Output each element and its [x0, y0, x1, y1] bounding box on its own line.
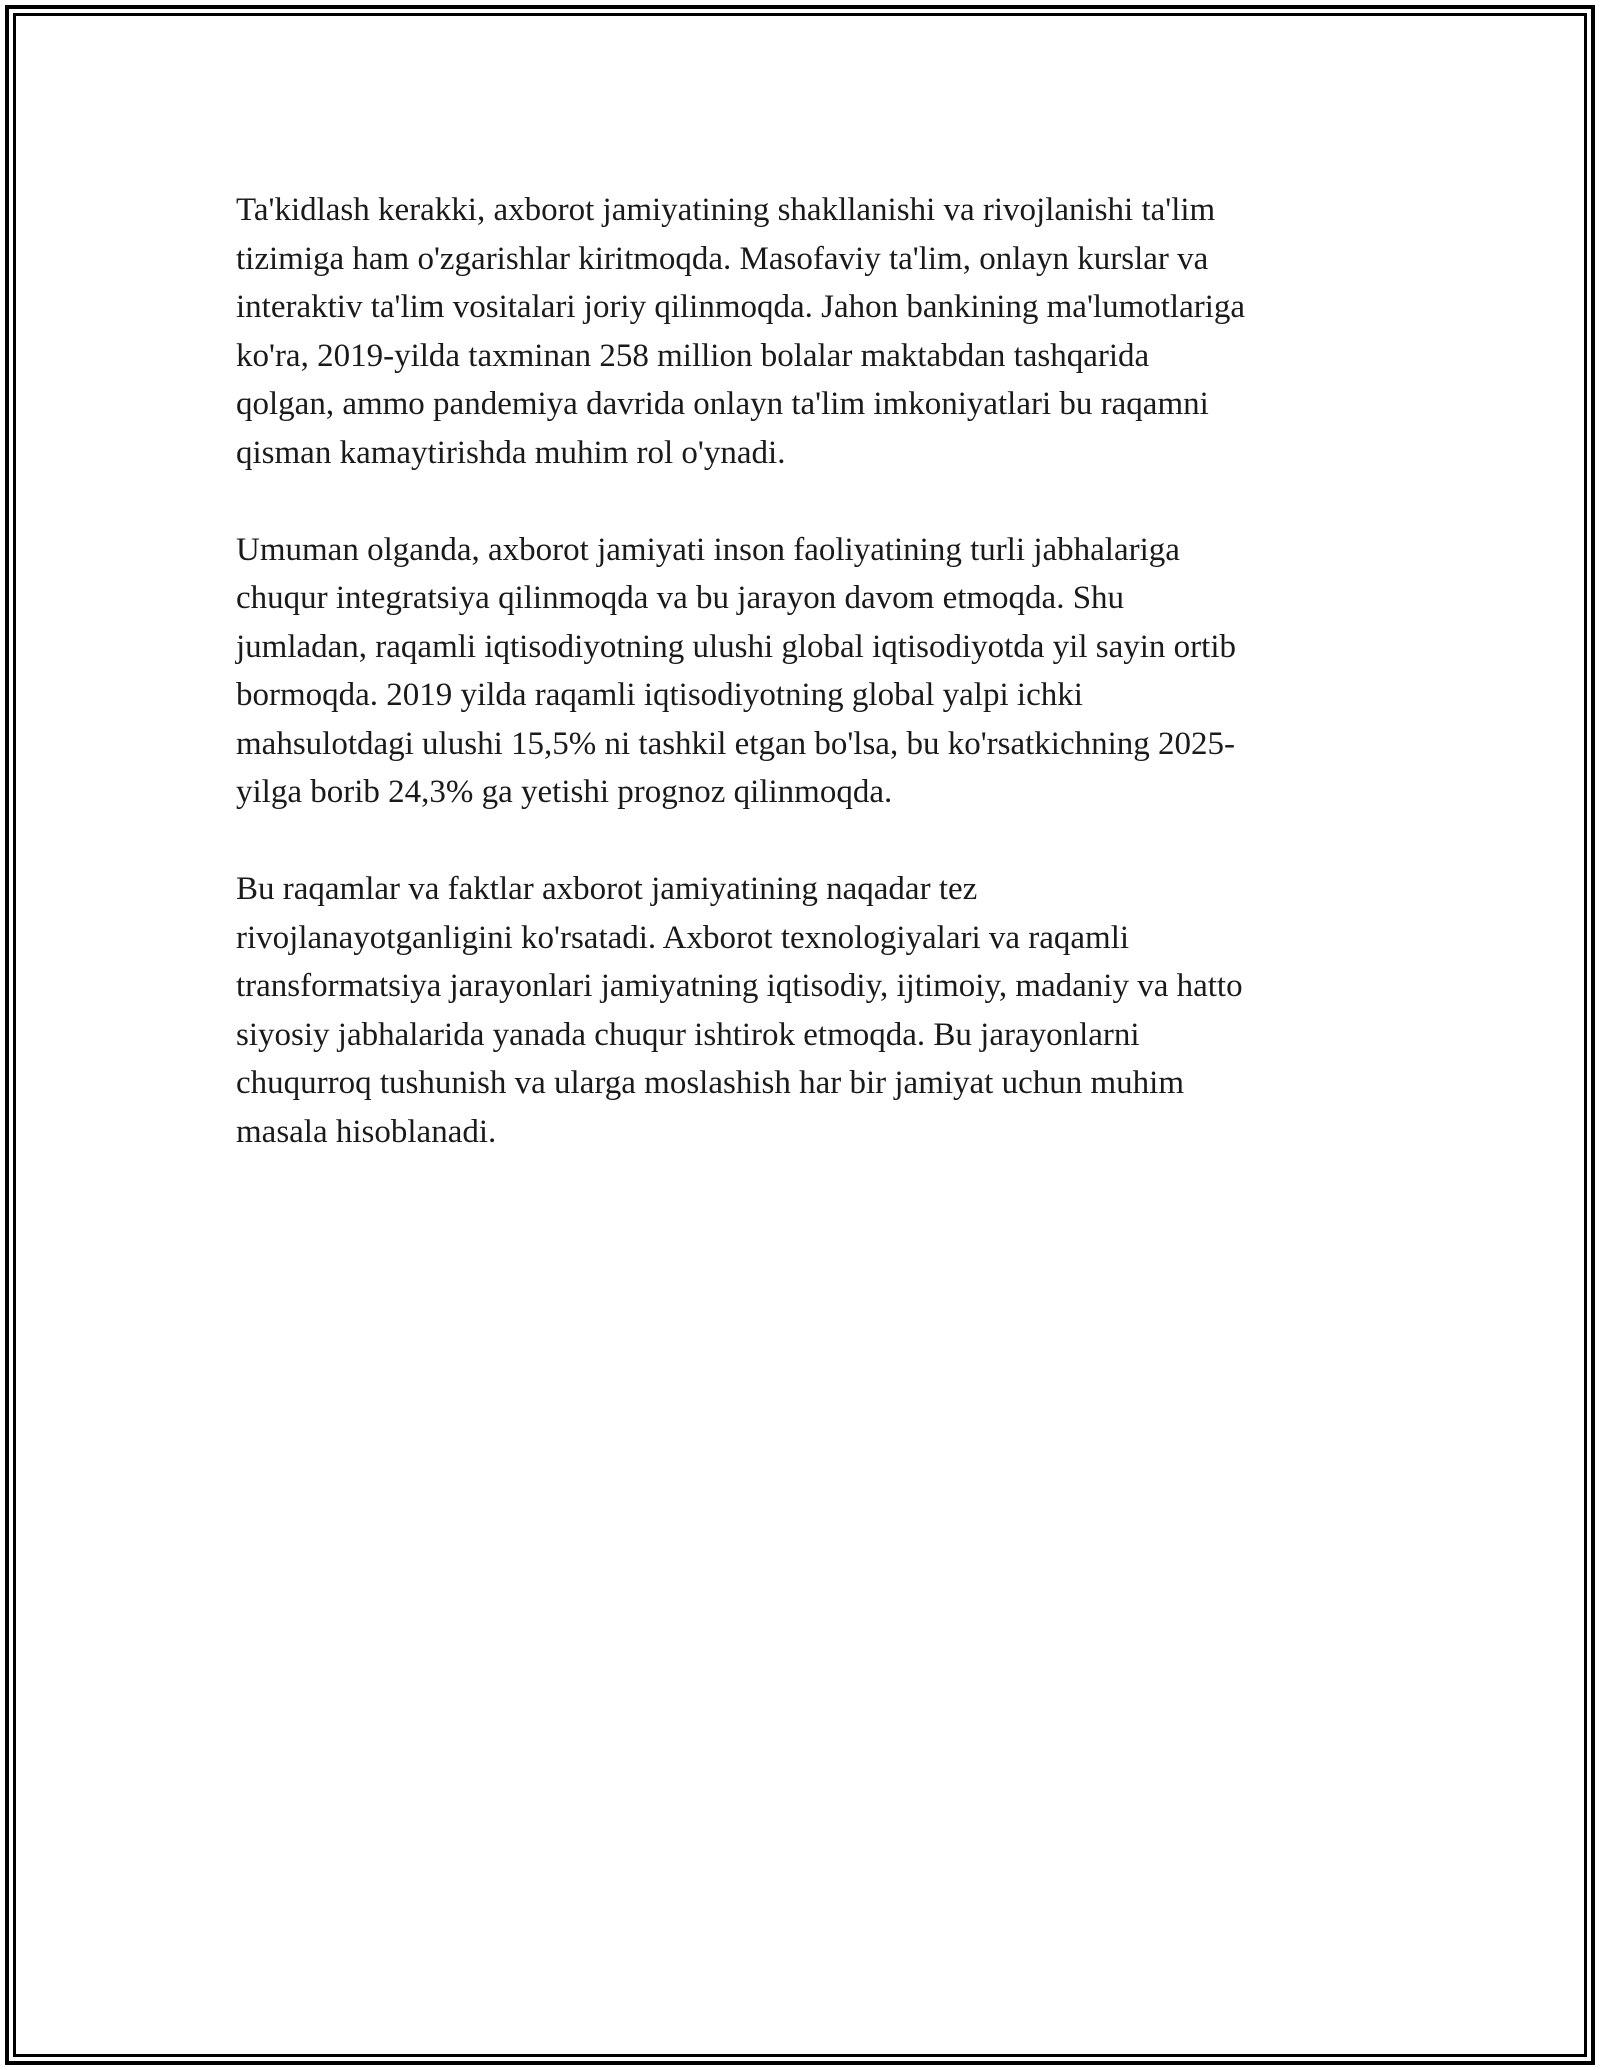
text-line: jumladan, raqamli iqtisodiyotning ulushi global iqtisodiyotda yil sayin ortib	[236, 628, 1237, 665]
text-line: Umuman olganda, axborot jamiyati inson faoliyatining turli jabhalariga	[236, 531, 1180, 568]
text-line: ko'ra, 2019-yilda taxminan 258 million bolalar maktabdan tashqarida	[236, 337, 1150, 374]
text-line: interaktiv ta'lim vositalari joriy qilinmoqda. Jahon bankining ma'lumotlariga	[236, 289, 1246, 325]
text-line: masala hisoblanadi.	[236, 1113, 497, 1150]
text-line: Bu raqamlar va faktlar axborot jamiyatining naqadar tez	[236, 871, 978, 907]
text-line: chuqurroq tushunish va ularga moslashish har bir jamiyat uchun muhim	[236, 1065, 1184, 1101]
text-line: bormoqda. 2019 yilda raqamli iqtisodiyotning global yalpi ichki	[236, 677, 1083, 713]
text-line: siyosiy jabhalarida yanada chuqur ishtirok etmoqda. Bu jarayonlarni	[236, 1016, 1140, 1053]
document-body	[236, 186, 1366, 1205]
paragraph-2	[236, 526, 1366, 817]
text-line: rivojlanayotganligini ko'rsatadi. Axborot texnologiyalari va raqamli	[236, 919, 1130, 956]
paragraph-1	[236, 186, 1366, 477]
text-line: qolgan, ammo pandemiya davrida onlayn ta'lim imkoniyatlari bu raqamni	[236, 386, 1209, 422]
paragraph-3	[236, 865, 1366, 1156]
text-line: qisman kamaytirishda muhim rol o'ynadi.	[236, 434, 786, 471]
text-line: yilga borib 24,3% ga yetishi prognoz qilinmoqda.	[236, 774, 893, 810]
text-line: Ta'kidlash kerakki, axborot jamiyatining shakllanishi va rivojlanishi ta'lim	[236, 192, 1216, 228]
text-line: chuqur integratsiya qilinmoqda va bu jarayon davom etmoqda. Shu	[236, 580, 1125, 616]
text-line: transformatsiya jarayonlari jamiyatning iqtisodiy, ijtimoiy, madaniy va hatto	[236, 968, 1243, 1004]
text-line: tizimiga ham o'zgarishlar kiritmoqda. Masofaviy ta'lim, onlayn kurslar va	[236, 240, 1209, 277]
text-line: mahsulotdagi ulushi 15,5% ni tashkil etgan bo'lsa, bu ko'rsatkichning 2025-	[236, 725, 1236, 762]
